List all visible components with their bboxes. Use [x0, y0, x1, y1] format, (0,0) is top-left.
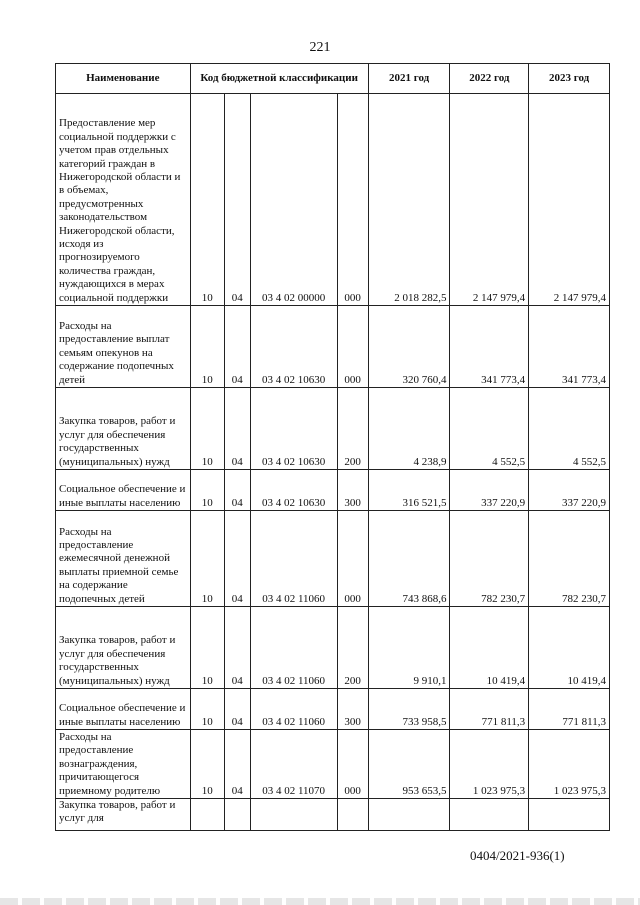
code-target: 03 4 02 10630: [250, 388, 337, 470]
header-2022: 2022 год: [450, 64, 529, 94]
row-name: Расходы на предоставление выплат семьям опекунов на содержание подопечных детей: [56, 306, 191, 388]
row-name: Закупка товаров, работ и услуг для обеспечения государственных (муниципальных) нужд: [56, 388, 191, 470]
value-2023: 337 220,9: [529, 470, 610, 511]
value-2021: 733 958,5: [368, 689, 450, 730]
table-row: [56, 306, 610, 388]
code-type: 000: [337, 511, 368, 607]
value-2022: 771 811,3: [450, 689, 529, 730]
code-type: 000: [337, 730, 368, 799]
code-target: 03 4 02 11060: [250, 689, 337, 730]
code-type: 200: [337, 607, 368, 689]
code-type: [337, 799, 368, 831]
code-subsection: [224, 799, 250, 831]
value-2021: 9 910,1: [368, 607, 450, 689]
code-section: 10: [190, 470, 224, 511]
value-2023: 2 147 979,4: [529, 94, 610, 306]
code-type: 000: [337, 306, 368, 388]
value-2022: [450, 799, 529, 831]
value-2021: 4 238,9: [368, 388, 450, 470]
value-2023: 10 419,4: [529, 607, 610, 689]
code-type: 300: [337, 470, 368, 511]
value-2023: 771 811,3: [529, 689, 610, 730]
code-subsection: 04: [224, 306, 250, 388]
code-type: 200: [337, 388, 368, 470]
header-code: Код бюджетной классификации: [190, 64, 368, 94]
code-subsection: 04: [224, 730, 250, 799]
table-header-row: [56, 64, 610, 94]
code-section: [190, 799, 224, 831]
code-type: 300: [337, 689, 368, 730]
table-row: [56, 470, 610, 511]
value-2022: 337 220,9: [450, 470, 529, 511]
code-section: 10: [190, 689, 224, 730]
header-2021: 2021 год: [368, 64, 450, 94]
table-row: [56, 388, 610, 470]
row-name: Закупка товаров, работ и услуг для: [56, 799, 191, 831]
scan-edge-artifact: [0, 898, 640, 905]
code-section: 10: [190, 511, 224, 607]
value-2022: 4 552,5: [450, 388, 529, 470]
code-subsection: 04: [224, 511, 250, 607]
value-2023: [529, 799, 610, 831]
code-target: 03 4 02 11070: [250, 730, 337, 799]
code-type: 000: [337, 94, 368, 306]
table-row: [56, 94, 610, 306]
value-2022: 782 230,7: [450, 511, 529, 607]
value-2021: 743 868,6: [368, 511, 450, 607]
code-subsection: 04: [224, 470, 250, 511]
value-2021: 2 018 282,5: [368, 94, 450, 306]
value-2021: [368, 799, 450, 831]
table-row: [56, 689, 610, 730]
table-row: [56, 730, 610, 799]
value-2021: 316 521,5: [368, 470, 450, 511]
value-2023: 782 230,7: [529, 511, 610, 607]
value-2021: 953 653,5: [368, 730, 450, 799]
document-code: 0404/2021-936(1): [470, 848, 565, 863]
header-2023: 2023 год: [529, 64, 610, 94]
code-target: 03 4 02 10630: [250, 306, 337, 388]
code-target: 03 4 02 11060: [250, 607, 337, 689]
row-name: Расходы на предоставление ежемесячной денежной выплаты приемной семье на содержание подопечных детей: [56, 511, 191, 607]
value-2023: 341 773,4: [529, 306, 610, 388]
code-target: 03 4 02 00000: [250, 94, 337, 306]
code-section: 10: [190, 94, 224, 306]
page-number: 221: [309, 40, 331, 55]
value-2022: 341 773,4: [450, 306, 529, 388]
row-name: Закупка товаров, работ и услуг для обеспечения государственных (муниципальных) нужд: [56, 607, 191, 689]
code-section: 10: [190, 607, 224, 689]
code-target: 03 4 02 10630: [250, 470, 337, 511]
code-subsection: 04: [224, 94, 250, 306]
budget-table: [55, 63, 610, 831]
code-target: 03 4 02 11060: [250, 511, 337, 607]
row-name: Предоставление мер социальной поддержки с учетом прав отдельных категорий граждан в Нижегородской области и в объемах, предусмотренных законодательством Нижегородской области, исходя из прогнозируемого количества граждан, нуждающихся в мерах социальной поддержки: [56, 94, 191, 306]
row-name: Социальное обеспечение и иные выплаты населению: [56, 689, 191, 730]
code-section: 10: [190, 388, 224, 470]
table-row: [56, 799, 610, 831]
value-2022: 2 147 979,4: [450, 94, 529, 306]
value-2022: 10 419,4: [450, 607, 529, 689]
value-2022: 1 023 975,3: [450, 730, 529, 799]
value-2023: 1 023 975,3: [529, 730, 610, 799]
row-name: Социальное обеспечение и иные выплаты населению: [56, 470, 191, 511]
row-name: Расходы на предоставление вознаграждения, причитающегося приемному родителю: [56, 730, 191, 799]
header-name: Наименование: [56, 64, 191, 94]
code-subsection: 04: [224, 388, 250, 470]
code-subsection: 04: [224, 607, 250, 689]
code-subsection: 04: [224, 689, 250, 730]
table-row: [56, 511, 610, 607]
value-2023: 4 552,5: [529, 388, 610, 470]
value-2021: 320 760,4: [368, 306, 450, 388]
code-target: [250, 799, 337, 831]
code-section: 10: [190, 306, 224, 388]
code-section: 10: [190, 730, 224, 799]
table-row: [56, 607, 610, 689]
